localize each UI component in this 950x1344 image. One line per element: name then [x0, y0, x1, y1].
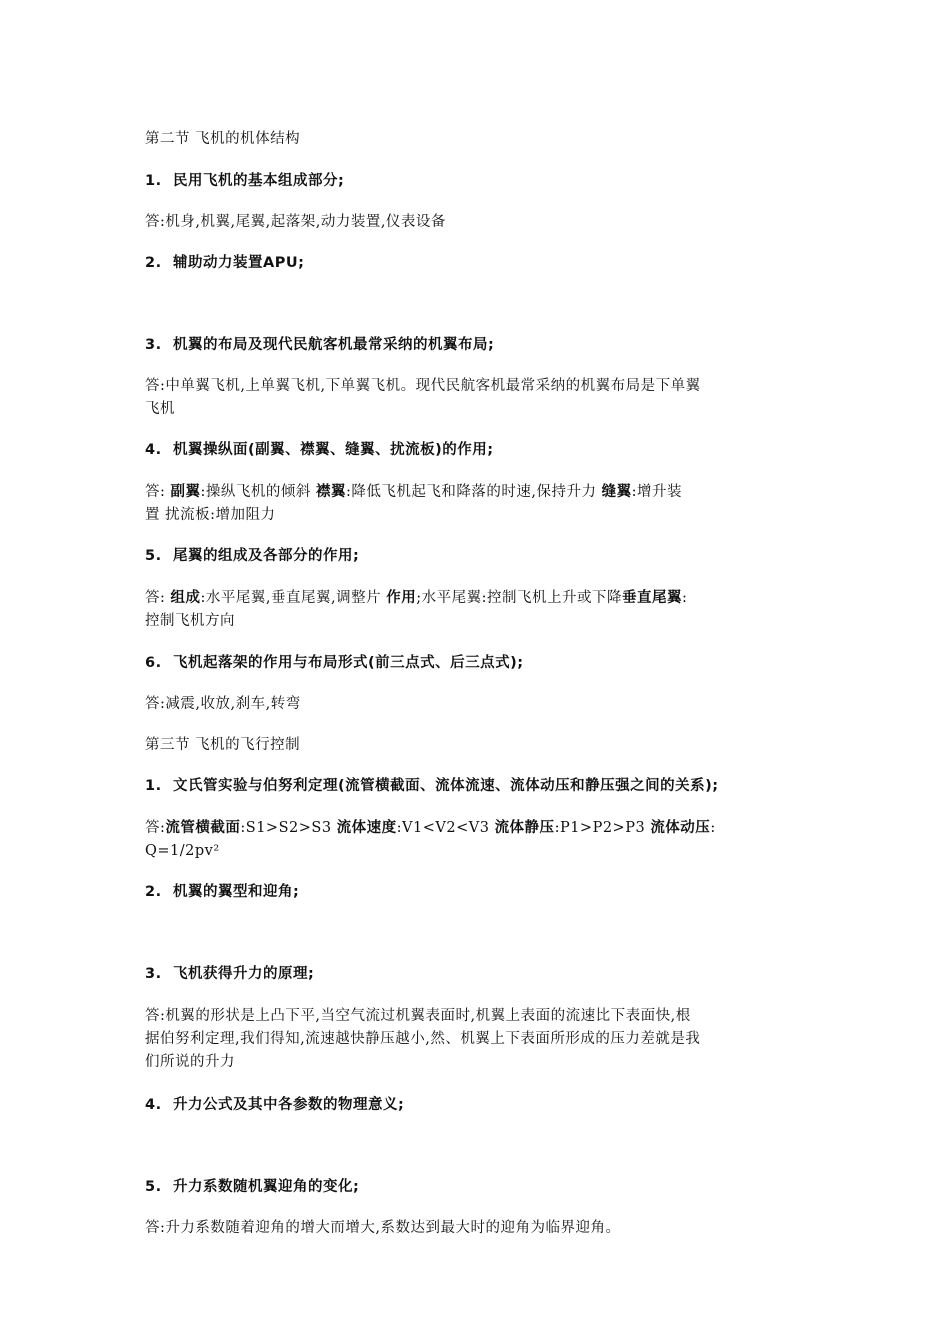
term-slat: 缝翼	[601, 484, 632, 500]
question-number: 2.	[145, 255, 162, 271]
answer-3-3-line3: 们所说的升力	[145, 1054, 235, 1070]
question-3-5	[145, 1176, 810, 1198]
question-3-4	[145, 1094, 810, 1116]
question-number: 1.	[145, 173, 162, 189]
answer-3-3-line1: 答:机翼的形状是上凸下平,当空气流过机翼表面时,机翼上表面的流速比下表面快,根	[145, 1008, 691, 1024]
question-number: 5.	[145, 548, 162, 564]
question-2-3	[145, 334, 810, 356]
answer-prefix: 答:	[145, 820, 166, 836]
term-aileron: 副翼	[170, 484, 201, 500]
answer-3-5: 答:升力系数随着迎角的增大而增大,系数达到最大时的迎角为临界迎角。	[145, 1220, 621, 1236]
question-text: 升力公式及其中各参数的物理意义;	[173, 1097, 405, 1113]
term-static-pressure: 流体静压	[494, 820, 555, 836]
question-number: 6.	[145, 655, 162, 671]
question-number: 3.	[145, 337, 162, 353]
term-function: 作用	[386, 590, 417, 606]
question-number: 3.	[145, 966, 162, 982]
question-text: 升力系数随机翼迎角的变化;	[173, 1179, 360, 1195]
term-desc: :增升装	[631, 484, 682, 500]
question-text: 飞机获得升力的原理;	[173, 966, 315, 982]
term-desc: :水平尾翼,垂直尾翼,调整片	[200, 590, 387, 606]
question-2-1	[145, 170, 810, 192]
question-2-4	[145, 439, 810, 461]
term-dynamic-pressure: 流体动压	[650, 820, 711, 836]
answer-2-4-line2: 置 扰流板:增加阻力	[145, 507, 276, 523]
term-desc: ;水平尾翼:控制飞机上升或下降	[416, 590, 622, 606]
term-composition: 组成	[170, 590, 201, 606]
question-text: 飞机起落架的作用与布局形式(前三点式、后三点式);	[173, 655, 524, 671]
question-2-2	[145, 252, 810, 274]
section-2-title: 第二节 飞机的机体结构	[145, 131, 301, 147]
term-desc: :	[710, 820, 716, 836]
answer-2-6: 答:减震,收放,刹车,转弯	[145, 696, 301, 712]
question-text: 文氏管实验与伯努利定理(流管横截面、流体流速、流体动压和静压强之间的关系);	[173, 778, 719, 794]
question-number: 5.	[145, 1179, 162, 1195]
answer-2-3-line2: 飞机	[145, 401, 175, 417]
term-velocity: 流体速度	[336, 820, 397, 836]
term-desc: :操纵飞机的倾斜	[200, 484, 316, 500]
question-number: 4.	[145, 442, 162, 458]
answer-2-1: 答:机身,机翼,尾翼,起落架,动力装置,仪表设备	[145, 214, 446, 230]
term-desc: :	[682, 590, 688, 606]
answer-3-1-line2: Q=1/2pv²	[145, 843, 220, 859]
answer-3-3-line2: 据伯努利定理,我们得知,流速越快静压越小,然、机翼上下表面所形成的压力差就是我	[145, 1031, 701, 1047]
section-3-title: 第三节 飞机的飞行控制	[145, 737, 301, 753]
question-number: 4.	[145, 1097, 162, 1113]
answer-2-5-line2: 控制飞机方向	[145, 613, 235, 629]
answer-prefix: 答:	[145, 484, 171, 500]
question-3-3	[145, 963, 810, 985]
question-text: 民用飞机的基本组成部分;	[173, 173, 345, 189]
question-3-2	[145, 881, 810, 903]
term-vertical-tail: 垂直尾翼	[622, 590, 682, 606]
question-text: 机翼操纵面(副翼、襟翼、缝翼、扰流板)的作用;	[173, 442, 494, 458]
question-text: 辅助动力装置APU;	[173, 255, 305, 271]
question-number: 2.	[145, 884, 162, 900]
term-desc: :S1>S2>S3	[240, 820, 337, 836]
term-flap: 襟翼	[316, 484, 346, 500]
question-number: 1.	[145, 778, 162, 794]
term-cross-section: 流管横截面	[165, 820, 241, 836]
question-text: 机翼的翼型和迎角;	[173, 884, 300, 900]
term-desc: :V1<V2<V3	[396, 820, 495, 836]
answer-2-3-line1: 答:中单翼飞机,上单翼飞机,下单翼飞机。现代民航客机最常采纳的机翼布局是下单翼	[145, 378, 701, 394]
answer-2-4-line1	[145, 481, 810, 503]
answer-prefix: 答:	[145, 590, 171, 606]
question-2-5	[145, 545, 810, 567]
question-3-1	[145, 775, 810, 797]
question-2-6	[145, 652, 810, 674]
answer-2-5-line1	[145, 587, 810, 609]
question-text: 机翼的布局及现代民航客机最常采纳的机翼布局;	[173, 337, 495, 353]
answer-3-1-line1	[145, 817, 810, 839]
question-text: 尾翼的组成及各部分的作用;	[173, 548, 360, 564]
term-desc: :降低飞机起飞和降落的时速,保持升力	[346, 484, 602, 500]
term-desc: :P1>P2>P3	[554, 820, 651, 836]
